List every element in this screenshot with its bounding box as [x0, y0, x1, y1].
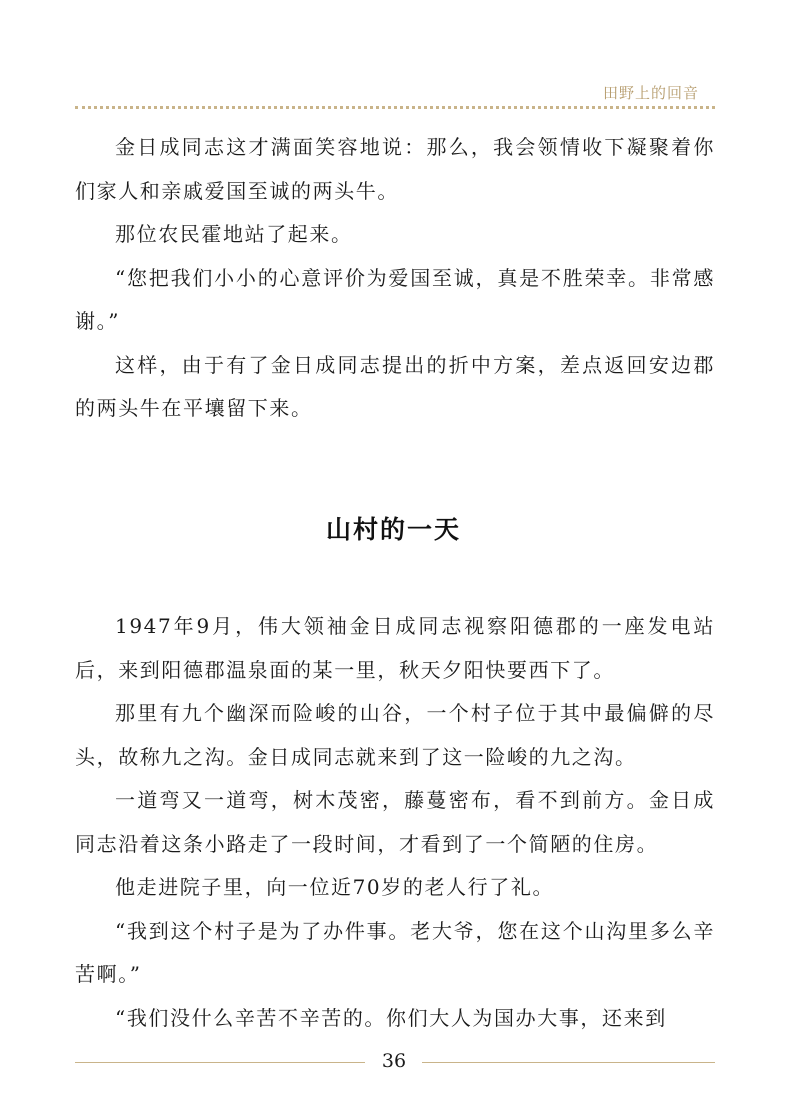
paragraph: 一道弯又一道弯，树木茂密，藤蔓密布，看不到前方。金日成同志沿着这条小路走了一段时间，才看到了一个简陋的住房。: [75, 788, 715, 856]
chapter-title: 山村的一天: [325, 515, 461, 544]
paragraph: 这样，由于有了金日成同志提出的折中方案，差点返回安边郡的两头牛在平壤留下来。: [75, 352, 715, 420]
paragraph: 那里有九个幽深而险峻的山谷，一个村子位于其中最偏僻的尽头，故称九之沟。金日成同志就来到了这一险峻的九之沟。: [75, 701, 715, 769]
paragraph: 1947年9月，伟大领袖金日成同志视察阳德郡的一座发电站后，来到阳德郡温泉面的某一里，秋天夕阳快要西下了。: [75, 614, 715, 682]
page-number: 36: [381, 1050, 407, 1072]
body-text-upper: [75, 126, 715, 431]
running-head: 田野上的回音: [602, 84, 699, 102]
paragraph: “我到这个村子是为了办件事。老大爷，您在这个山沟里多么辛苦啊。”: [75, 918, 715, 986]
footer-rule-left: [75, 1062, 365, 1063]
paragraph: 那位农民霍地站了起来。: [115, 222, 353, 246]
paragraph: “您把我们小小的心意评价为爱国至诚，真是不胜荣幸。非常感谢。”: [75, 265, 715, 333]
header-dotted-rule: [75, 106, 715, 109]
footer-rule-right: [422, 1062, 715, 1063]
body-text-lower: [75, 605, 715, 1040]
paragraph: 他走进院子里，向一位近70岁的老人行了礼。: [115, 875, 555, 899]
paragraph: “我们没什么辛苦不辛苦的。你们大人为国办大事，还来到: [115, 1005, 667, 1030]
paragraph: 金日成同志这才满面笑容地说：那么，我会领情收下凝聚着你们家人和亲戚爱国至诚的两头牛。: [75, 135, 715, 203]
